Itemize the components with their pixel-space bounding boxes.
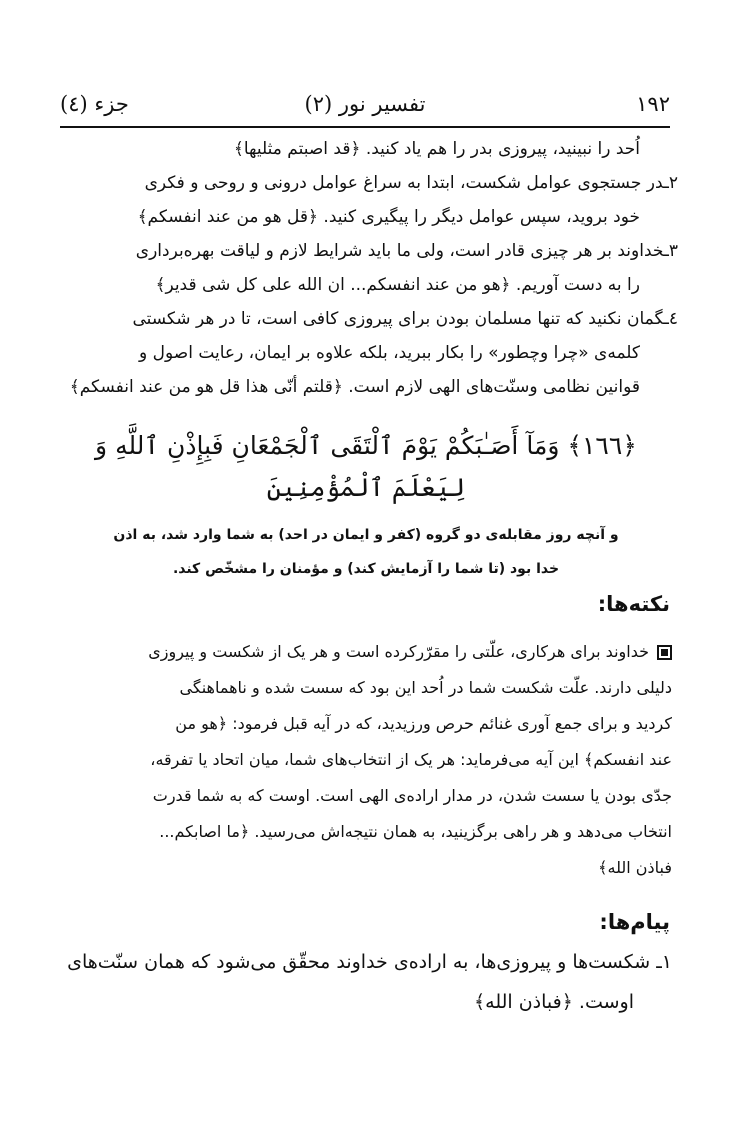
messages-body bbox=[60, 942, 672, 1022]
notes-line: جدّی بودن یا سست شدن، در مدار اراده‌ی الهی است. اوست که به شما قدرت bbox=[152, 786, 672, 805]
item-number: ٤ـ bbox=[663, 309, 678, 329]
list-line: قوانین نظامی وسنّت‌های الهی لازم است. ﴿قلتم أنّی هذا قل هو من عند انفسکم﴾ bbox=[69, 377, 640, 397]
item-number: ۲ـ bbox=[663, 173, 678, 193]
header-rule bbox=[60, 126, 670, 128]
translation-line: و آنچه روز مقابله‌ی دو گروه (کفر و ایمان در احد) به شما وارد شد، به اذن bbox=[113, 527, 619, 543]
list-item bbox=[58, 132, 678, 166]
notes-heading: نکته‌ها: bbox=[597, 592, 670, 616]
list-item bbox=[58, 166, 678, 234]
quran-verse bbox=[60, 425, 672, 509]
list-line: خود بروید، سپس عوامل دیگر را پیگیری کنید. ﴿قل هو من عند انفسکم﴾ bbox=[137, 207, 640, 227]
messages-line: اوست. ﴿فباذن الله﴾ bbox=[474, 991, 634, 1013]
notes-line: عند انفسکم﴾ این آیه می‌فرماید: هر یک از انتخاب‌های شما، میان اتحاد یا تفرقه، bbox=[150, 750, 672, 769]
list-line-text: در جستجوی عوامل شکست، ابتدا به سراغ عوامل درونی و روحی و فکری bbox=[144, 173, 664, 193]
notes-line: انتخاب می‌دهد و هر راهی برگزینید، به همان نتیجه‌اش می‌رسید. ﴿ما اصابکم... bbox=[159, 822, 672, 841]
list-item bbox=[58, 234, 678, 302]
notes-line: فباذن الله﴾ bbox=[598, 858, 672, 877]
list-line-text: خداوند بر هر چیزی قادر است، ولی ما باید شرایط لازم و لیاقت بهره‌برداری bbox=[135, 241, 664, 261]
notes-line: کردید و برای جمع آوری غنائم حرص ورزیدید، که در آیه قبل فرمود: ﴿هو من bbox=[175, 714, 672, 733]
page-number: ۱۹۲ bbox=[636, 92, 670, 116]
verse-line: ﴿١٦٦﴾ وَمَآ أَصَـٰبَكُمْ يَوْمَ ٱلْتَقَى ٱلْجَمْعَانِ فَبِإِذْنِ ٱللَّهِ وَ bbox=[95, 431, 637, 460]
list-line-text: گمان نکنید که تنها مسلمان بودن برای پیروزی کافی است، تا در هر شکستی bbox=[132, 309, 664, 329]
list-line: کلمه‌ی «چرا وچطور» را بکار ببرید، بلکه علاوه بر ایمان، رعایت اصول و bbox=[139, 343, 640, 363]
verse-line: لِيَعْلَمَ ٱلْمُؤْمِنِينَ bbox=[266, 473, 466, 502]
notes-body bbox=[60, 634, 672, 886]
list-item bbox=[58, 302, 678, 404]
translation-line: خدا بود (تا شما را آزمایش کند) و مؤمنان را مشخّص کند. bbox=[172, 561, 560, 577]
part-label: جزء (٤) bbox=[60, 92, 129, 116]
messages-heading: پیام‌ها: bbox=[599, 910, 670, 934]
list-line: اُحد را نبینید، پیروزی بدر را هم یاد کنید. ﴿قد اصبتم مثلیها﴾ bbox=[233, 139, 640, 159]
notes-line: دلیلی دارند. علّت شکست شما در اُحد این بود که سست شده و ناهماهنگی bbox=[179, 678, 672, 697]
notes-line bbox=[60, 634, 672, 670]
points-list bbox=[58, 132, 678, 404]
item-number: ۳ـ bbox=[663, 241, 678, 261]
page-header bbox=[60, 92, 670, 126]
bullet-square-icon bbox=[657, 645, 672, 660]
verse-translation bbox=[60, 518, 672, 586]
notes-line-text: خداوند برای هرکاری، علّتی را مقرّرکرده است و هر یک از شکست و پیروزی bbox=[148, 642, 649, 661]
list-line: را به دست آوریم. ﴿هو من عند انفسکم... ان الله علی کل شی قدیر﴾ bbox=[155, 275, 640, 295]
list-line bbox=[58, 302, 678, 336]
messages-line: ۱ـ شکست‌ها و پیروزی‌ها، به اراده‌ی خداوند محقّق می‌شود که همان سنّت‌های bbox=[67, 951, 672, 973]
list-line bbox=[58, 234, 678, 268]
book-title: تفسیر نور (۲) bbox=[304, 92, 426, 116]
list-line bbox=[58, 166, 678, 200]
